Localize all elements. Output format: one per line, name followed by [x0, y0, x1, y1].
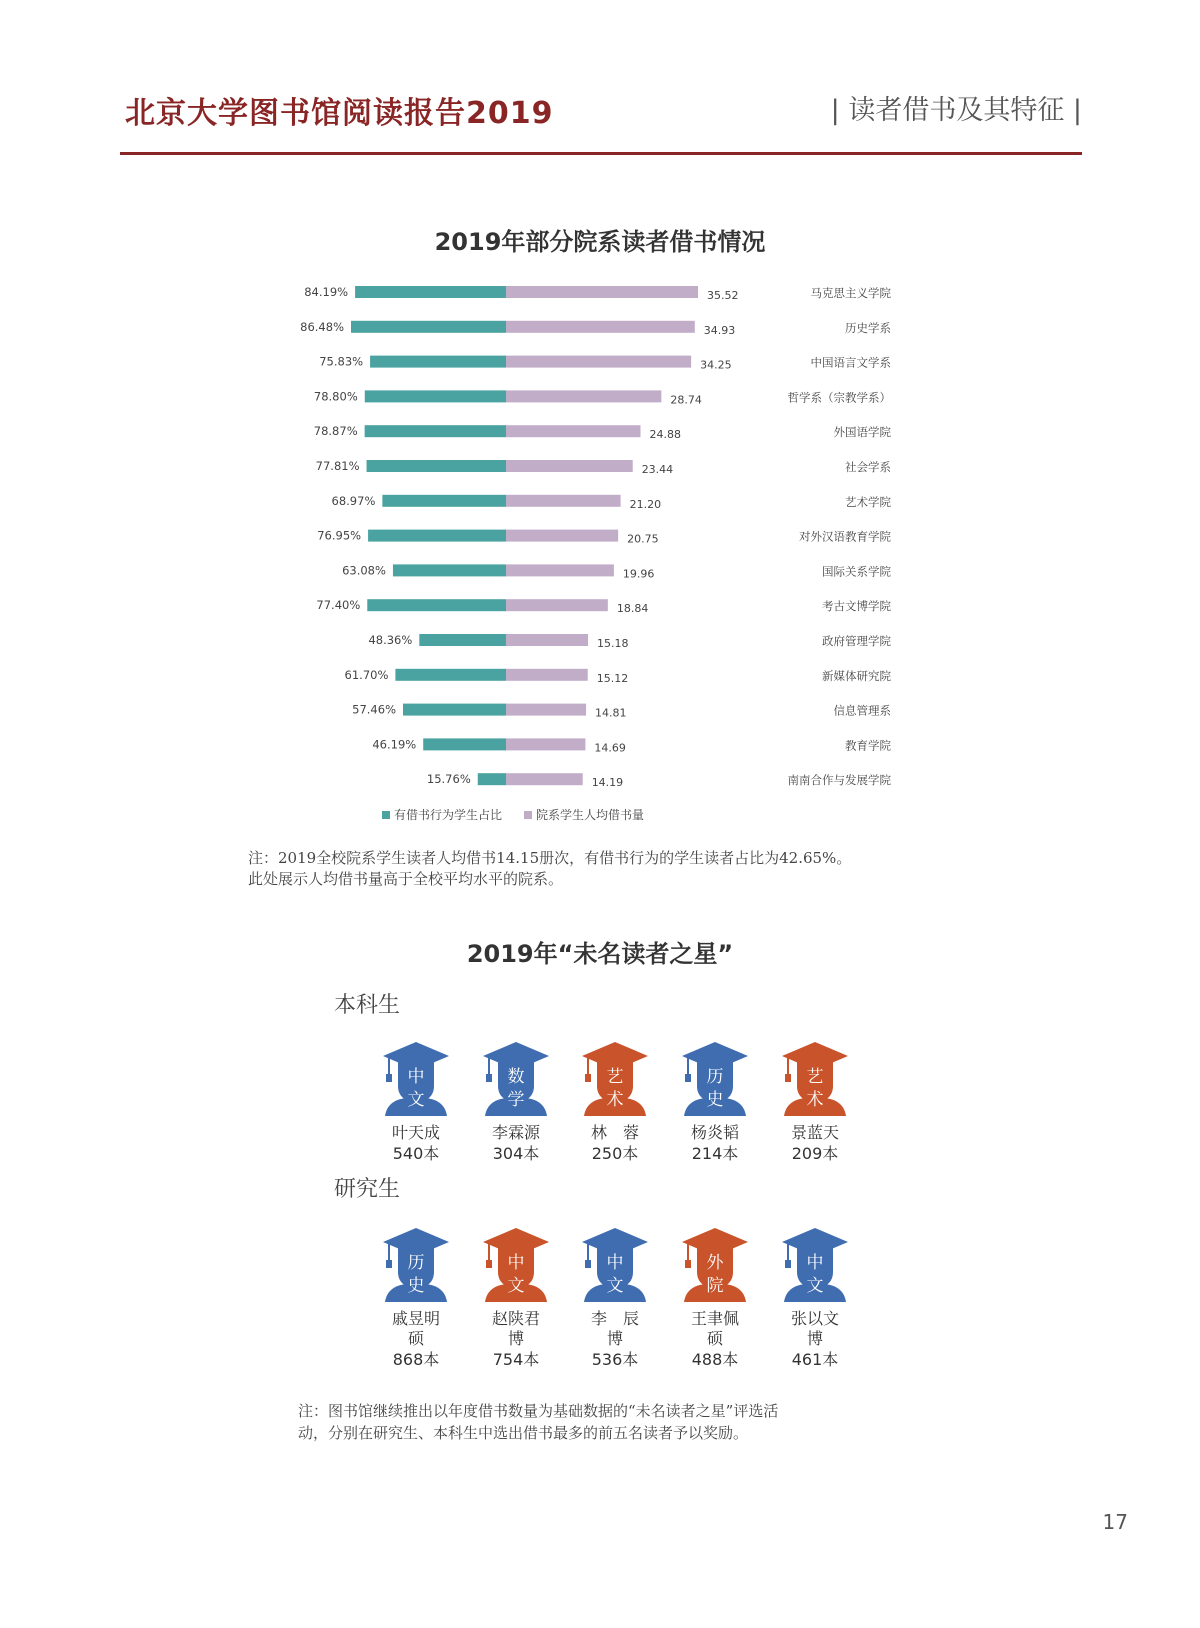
data-label-ratio: 78.87% [313, 424, 358, 439]
chart-note-line-1: 注：2019全校院系学生读者人均借书14.15册次，有借书行为的学生读者占比为42.65%。 [248, 849, 852, 867]
bar-per-capita [506, 286, 698, 298]
grad-label: 研究生 [334, 1177, 401, 1202]
bar-ratio [370, 356, 506, 368]
reader-book-count: 304本 [492, 1144, 540, 1163]
data-label-ratio: 15.76% [426, 772, 471, 787]
chart-legend [382, 806, 644, 823]
data-label-per-capita: 34.25 [700, 358, 732, 372]
category-label: 考古文博学院 [822, 599, 891, 614]
data-label-per-capita: 28.74 [670, 393, 702, 407]
icon-text-top: 历 [706, 1067, 724, 1087]
icon-text-bottom: 术 [606, 1090, 624, 1110]
reader-name: 王聿佩 [690, 1309, 739, 1328]
reader-book-count: 540本 [392, 1144, 440, 1163]
reader-name: 景蓝天 [790, 1123, 839, 1142]
reader-name: 杨炎韬 [690, 1123, 739, 1142]
bar-ratio [351, 321, 506, 333]
icon-text-top: 中 [507, 1253, 525, 1273]
category-label: 马克思主义学院 [810, 286, 891, 300]
data-label-ratio: 86.48% [300, 319, 344, 334]
category-label: 信息管理系 [833, 703, 891, 718]
data-label-per-capita: 19.96 [622, 567, 655, 581]
reader-name: 李霖源 [491, 1123, 540, 1142]
bar-per-capita [506, 425, 640, 437]
data-label-ratio: 68.97% [331, 493, 376, 508]
reader-name: 李 辰 [590, 1309, 639, 1328]
bar-per-capita [506, 356, 691, 368]
bar-per-capita [506, 738, 585, 750]
chart-title: 2019年部分院系读者借书情况 [434, 228, 766, 256]
bar-per-capita [506, 460, 633, 472]
bar-per-capita [506, 773, 583, 785]
reader-book-count: 536本 [591, 1350, 639, 1369]
data-label-ratio: 48.36% [368, 633, 413, 647]
data-label-ratio: 46.19% [372, 737, 417, 752]
data-label-per-capita: 15.18 [597, 637, 629, 650]
legend-swatch-teal [382, 811, 390, 819]
icon-text-bottom: 院 [706, 1276, 724, 1296]
category-label: 政府管理学院 [822, 634, 891, 648]
category-label: 新媒体研究院 [822, 668, 891, 683]
bar-per-capita [506, 669, 588, 681]
bar-per-capita [506, 634, 588, 646]
data-label-ratio: 77.81% [315, 459, 360, 473]
data-label-per-capita: 14.19 [591, 776, 624, 790]
reader-name: 叶天成 [391, 1123, 440, 1142]
icon-text-bottom: 文 [606, 1276, 624, 1296]
data-label-per-capita: 15.12 [596, 671, 629, 685]
report-title: 北京大学图书馆阅读报告2019 [125, 96, 554, 131]
page-number: 17 [1102, 1510, 1128, 1534]
icon-text-bottom: 史 [706, 1090, 724, 1110]
data-label-per-capita: 35.52 [707, 289, 739, 302]
reader-name: 林 蓉 [590, 1123, 639, 1142]
reader-card [560, 1226, 670, 1370]
reader-degree: 博 [606, 1329, 623, 1348]
icon-text-bottom: 术 [806, 1090, 824, 1110]
stars-title: 2019年“未名读者之星” [466, 940, 734, 968]
undergrad-label: 本科生 [334, 993, 401, 1018]
category-label: 国际关系学院 [822, 564, 891, 579]
reader-book-count: 214本 [691, 1144, 739, 1163]
reader-card [461, 1040, 571, 1164]
reader-book-count: 209本 [791, 1144, 839, 1163]
graduate-cap-icon [780, 1040, 850, 1116]
bar-per-capita [506, 530, 618, 542]
icon-text-top: 历 [407, 1253, 425, 1273]
icon-text-bottom: 史 [407, 1276, 425, 1296]
legend-swatch-lilac [524, 811, 532, 819]
bar-ratio [382, 495, 506, 507]
icon-text-top: 中 [407, 1067, 425, 1087]
graduate-cap-icon [381, 1226, 451, 1302]
data-label-per-capita: 14.81 [595, 706, 627, 720]
category-label: 社会学系 [845, 460, 891, 474]
bar-ratio [478, 773, 506, 785]
data-label-per-capita: 18.84 [616, 602, 649, 616]
category-label: 南南合作与发展学院 [787, 773, 891, 788]
bar-ratio [365, 390, 506, 402]
icon-text-top: 数 [507, 1067, 525, 1087]
reader-card [461, 1226, 571, 1370]
data-label-per-capita: 14.69 [594, 741, 626, 755]
bar-per-capita [506, 704, 586, 716]
bar-per-capita [506, 495, 621, 507]
icon-text-top: 艺 [606, 1067, 624, 1087]
reader-degree: 博 [806, 1329, 823, 1348]
bar-ratio [419, 634, 506, 646]
reader-degree: 硕 [407, 1329, 424, 1348]
bar-ratio [367, 460, 506, 472]
bar-ratio [367, 599, 506, 611]
legend-label-per-capita: 院系学生人均借书量 [536, 808, 645, 822]
section-title: | 读者借书及其特征 | [830, 95, 1082, 126]
reader-card [361, 1040, 471, 1164]
graduate-cap-icon [481, 1226, 551, 1302]
bar-ratio [395, 669, 506, 681]
chart-note-line-2: 此处展示人均借书量高于全校平均水平的院系。 [248, 870, 564, 888]
data-label-ratio: 57.46% [352, 702, 397, 717]
data-label-per-capita: 24.88 [649, 428, 681, 442]
reader-book-count: 868本 [392, 1350, 440, 1369]
icon-text-bottom: 文 [507, 1276, 525, 1296]
reader-name: 赵陕君 [491, 1309, 540, 1328]
bar-ratio [403, 704, 506, 716]
graduate-cap-icon [580, 1040, 650, 1116]
graduate-cap-icon [780, 1226, 850, 1302]
bar-per-capita [506, 321, 695, 333]
stars-note-line-2: 动，分别在研究生、本科生中选出借书最多的前五名读者予以奖励。 [298, 1424, 749, 1442]
stars-note [298, 1400, 938, 1444]
category-label: 哲学系（宗教学系） [787, 390, 891, 405]
data-label-ratio: 61.70% [344, 667, 389, 682]
bar-ratio [365, 425, 506, 437]
bar-ratio [393, 564, 506, 576]
data-label-per-capita: 21.20 [629, 497, 662, 511]
data-label-per-capita: 34.93 [703, 323, 736, 337]
data-label-per-capita: 23.44 [641, 463, 674, 476]
reader-book-count: 461本 [791, 1350, 839, 1369]
graduate-cap-icon [580, 1226, 650, 1302]
reader-card [361, 1226, 471, 1370]
graduate-cap-icon [381, 1040, 451, 1116]
bar-per-capita [506, 564, 614, 576]
data-label-ratio: 77.40% [316, 598, 361, 613]
icon-text-bottom: 文 [806, 1276, 824, 1296]
reader-degree: 博 [507, 1329, 524, 1348]
bar-per-capita [506, 390, 661, 402]
category-label: 艺术学院 [845, 494, 891, 509]
legend-label-ratio: 有借书行为学生占比 [394, 808, 503, 822]
icon-text-top: 中 [806, 1253, 824, 1273]
icon-text-top: 中 [606, 1253, 624, 1273]
icon-text-bottom: 文 [407, 1090, 425, 1110]
data-label-ratio: 76.95% [317, 528, 362, 543]
category-label: 中国语言文学系 [810, 355, 891, 370]
stars-note-line-1: 注：图书馆继续推出以年度借书数量为基础数据的“未名读者之星”评选活 [298, 1402, 779, 1420]
category-label: 历史学系 [845, 320, 891, 335]
reader-card [660, 1226, 770, 1370]
data-label-per-capita: 20.75 [627, 532, 659, 546]
reader-card [560, 1040, 670, 1164]
reader-card [760, 1226, 870, 1370]
reader-card [660, 1040, 770, 1164]
data-label-ratio: 75.83% [319, 354, 364, 369]
category-label: 对外汉语教育学院 [799, 529, 891, 544]
reader-book-count: 754本 [492, 1350, 540, 1369]
bar-ratio [368, 530, 506, 542]
category-label: 外国语学院 [833, 425, 891, 440]
reader-book-count: 250本 [591, 1144, 639, 1163]
bar-ratio [423, 738, 506, 750]
data-label-ratio: 84.19% [304, 285, 349, 299]
reader-degree: 硕 [706, 1329, 723, 1348]
icon-text-top: 外 [706, 1253, 724, 1273]
graduate-cap-icon [680, 1040, 750, 1116]
graduate-cap-icon [481, 1040, 551, 1116]
chart-note [248, 848, 968, 890]
icon-text-top: 艺 [806, 1067, 824, 1087]
bar-ratio [355, 286, 506, 298]
data-label-ratio: 63.08% [342, 563, 386, 578]
reader-book-count: 488本 [691, 1350, 739, 1369]
category-label: 教育学院 [845, 738, 891, 753]
icon-text-bottom: 学 [507, 1090, 525, 1110]
graduate-cap-icon [680, 1226, 750, 1302]
data-label-ratio: 78.80% [313, 389, 358, 404]
reader-name: 戚昱明 [391, 1309, 440, 1328]
legend-item-per-capita [524, 806, 644, 823]
reader-card [760, 1040, 870, 1164]
bar-per-capita [506, 599, 608, 611]
legend-item-ratio [382, 806, 502, 823]
reader-name: 张以文 [790, 1309, 839, 1328]
